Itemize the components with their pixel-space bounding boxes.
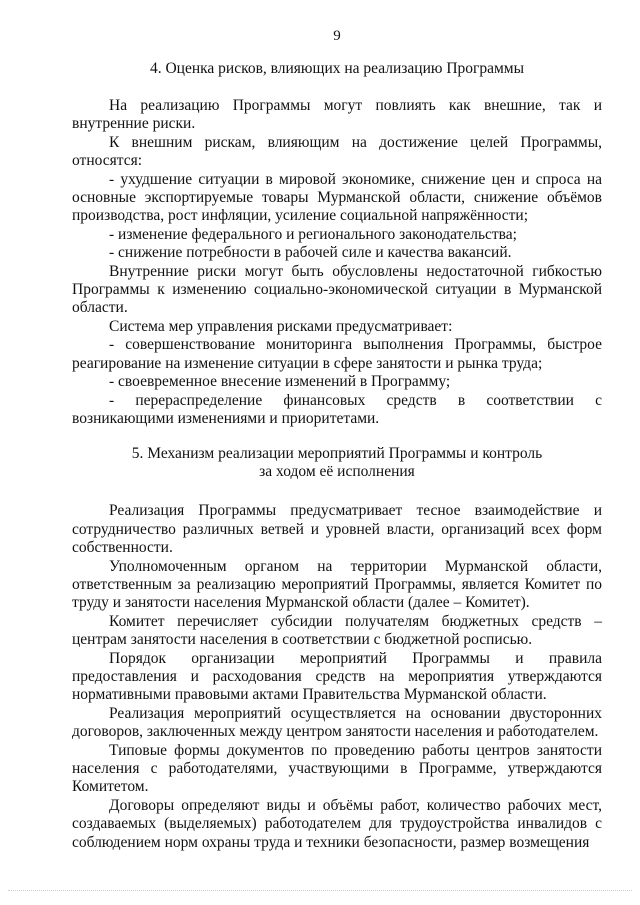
list-item: - своевременное внесение изменений в Программу; [109, 373, 451, 391]
page-number: 9 [333, 28, 341, 44]
paragraph: Реализация Программы предусматривает тесное взаимодействие и сотрудничество различных ветвей и уровней власти, организаций всех форм собственности. [72, 502, 602, 557]
section-5-title-line-2: за ходом её исполнения [259, 463, 415, 481]
paragraph: Типовые формы документов по проведению работы центров занятости населения с работодателями, участвующими в Программе, утверждаются Комитетом. [72, 741, 602, 796]
paragraph: На реализацию Программы могут повлиять как внешние, так и внутренние риски. [72, 97, 602, 133]
list-item: - снижение потребности в рабочей силе и качества вакансий. [109, 244, 512, 262]
section-5-title [72, 445, 602, 481]
paragraph: Уполномоченным органом на территории Мурманской области, ответственным за реализацию мероприятий Программы, является Комитет по труду и занятости населения Мурманской области (далее – Комитет). [72, 557, 602, 612]
list-item: - изменение федерального и регионального законодательства; [109, 225, 517, 243]
section-5-body [72, 502, 602, 852]
list-item: - совершенствование мониторинга выполнения Программы, быстрое реагирование на изменение ситуации в сфере занятости и рынка труда; [72, 336, 602, 372]
section-5-title-line-1: 5. Механизм реализации мероприятий Программы и контроль [131, 445, 543, 463]
scan-edge-line [8, 890, 632, 891]
list-item: - ухудшение ситуации в мировой экономике, снижение цен и спроса на основные экспортируемые товары Мурманской области, снижение объёмов производства, рост инфляции, усиление социальной напряжённости; [72, 170, 602, 225]
paragraph: Система мер управления рисками предусматривает: [109, 317, 453, 335]
document-page [72, 28, 602, 852]
paragraph: Комитет перечисляет субсидии получателям бюджетных средств – центрам занятости населения в соответствии с бюджетной росписью. [72, 612, 602, 649]
paragraph: Договоры определяют виды и объёмы работ, количество рабочих мест, создаваемых (выделяемых) работодателем для трудоустройства инвалидов с соблюдением норм охраны труда и техники безопасности, размер возмещения [72, 796, 602, 851]
list-item: - перераспределение финансовых средств в соответствии с возникающими изменениями и приоритетами. [72, 391, 602, 427]
paragraph: Внутренние риски могут быть обусловлены недостаточной гибкостью Программы к изменению социально-экономической ситуации в Мурманской области. [72, 262, 602, 317]
paragraph: Порядок организации мероприятий Программы и правила предоставления и расходования средств на мероприятия утверждаются нормативными правовыми актами Правительства Мурманской области. [72, 649, 602, 704]
section-4-body [72, 97, 602, 428]
paragraph: Реализация мероприятий осуществляется на основании двусторонних договоров, заключенных между центром занятости населения и работодателем. [72, 704, 602, 741]
section-4-title: 4. Оценка рисков, влияющих на реализацию Программы [149, 60, 525, 77]
paragraph: К внешним рискам, влияющим на достижение целей Программы, относятся: [72, 133, 602, 170]
